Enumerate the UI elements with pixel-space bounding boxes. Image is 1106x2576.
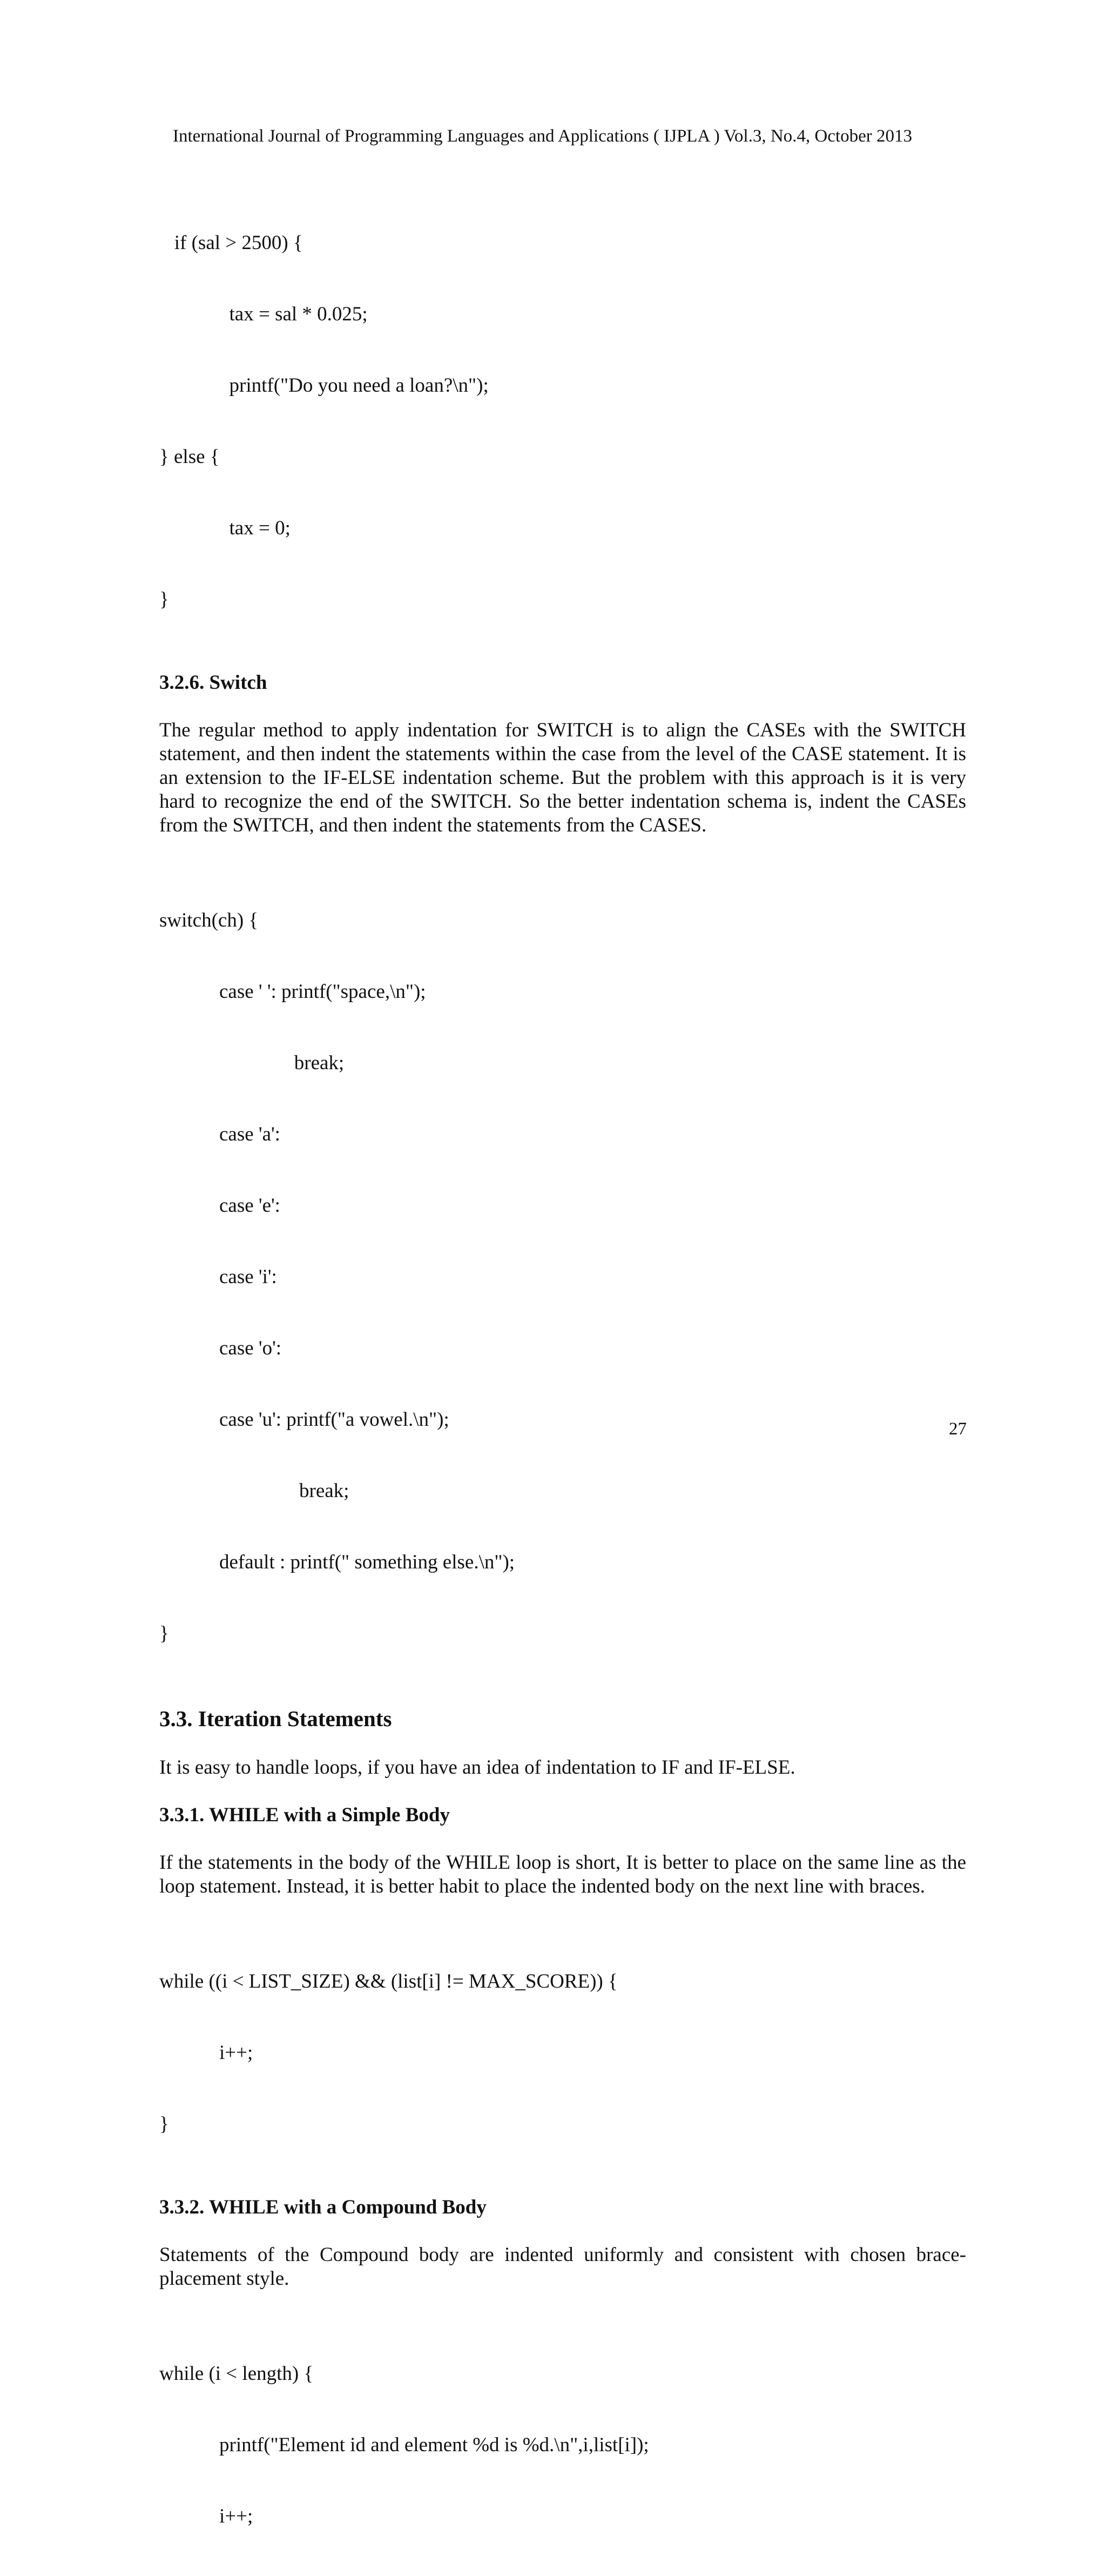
code-line: case 'e':	[159, 1195, 280, 1217]
code-line: case 'a':	[159, 1123, 280, 1145]
code-line: } else {	[159, 446, 220, 468]
paragraph-switch: The regular method to apply indentation for SWITCH is to align the CASEs with the SWITCH statement, and then indent the statements within the case from the level of the CASE statement. It is an extension to the IF-ELSE indentation scheme. But the problem with this approach is it is very hard to recognize the end of the SWITCH. So the better indentation schema is, indent the CASEs from the SWITCH, and then indent the statements from the CASES.	[159, 719, 966, 836]
code-line: }	[159, 1622, 169, 1645]
code-line: break;	[159, 1052, 345, 1074]
code-block-while-simple	[159, 1922, 966, 2184]
code-line: switch(ch) {	[159, 909, 259, 931]
code-line: while ((i < LIST_SIZE) && (list[i] != MAX_SCORE)) {	[159, 1970, 618, 1993]
section-heading-while-simple: 3.3.1. WHILE with a Simple Body	[159, 1804, 450, 1826]
code-line: break;	[159, 1480, 349, 1502]
paragraph-while-simple: If the statements in the body of the WHILE loop is short, It is better to place on the same line as the loop statement. Instead, it is better habit to place the indented body on the next line with braces.	[159, 1852, 966, 1897]
section-heading-iteration: 3.3. Iteration Statements	[159, 1706, 392, 1731]
section-heading-while-compound: 3.3.2. WHILE with a Compound Body	[159, 2196, 487, 2218]
code-line: while (i < length) {	[159, 2363, 314, 2385]
code-line: }	[159, 588, 169, 611]
code-line: i++;	[159, 2042, 253, 2064]
code-block-while-compound	[159, 2315, 966, 2576]
running-header: International Journal of Programming Languages and Applications ( IJPLA ) Vol.3, No.4, October 2013	[173, 126, 912, 146]
code-line: case 'o':	[159, 1337, 282, 1359]
page-content	[159, 184, 966, 2576]
code-line: }	[159, 2113, 169, 2135]
code-line: printf("Element id and element %d is %d.\n",i,list[i]);	[159, 2434, 649, 2456]
code-block-if-else	[159, 184, 966, 659]
paragraph-iteration: It is easy to handle loops, if you have an idea of indentation to IF and IF-ELSE.	[159, 1756, 795, 1779]
code-line: case 'i':	[159, 1266, 277, 1288]
page-number: 27	[949, 1419, 967, 1439]
code-line: case 'u': printf("a vowel.\n");	[159, 1408, 449, 1431]
code-line: if (sal > 2500) {	[159, 232, 303, 254]
code-block-switch	[159, 861, 966, 1693]
code-line: case ' ': printf("space,\n");	[159, 981, 426, 1003]
code-line: default : printf(" something else.\n");	[159, 1551, 515, 1573]
code-line: tax = sal * 0.025;	[159, 303, 368, 325]
code-line: tax = 0;	[159, 517, 291, 539]
code-line: printf("Do you need a loan?\n");	[159, 374, 489, 397]
paragraph-while-compound: Statements of the Compound body are indented uniformly and consistent with chosen brace-placement style.	[159, 2244, 966, 2290]
code-line: i++;	[159, 2505, 253, 2527]
section-heading-switch: 3.2.6. Switch	[159, 672, 267, 694]
